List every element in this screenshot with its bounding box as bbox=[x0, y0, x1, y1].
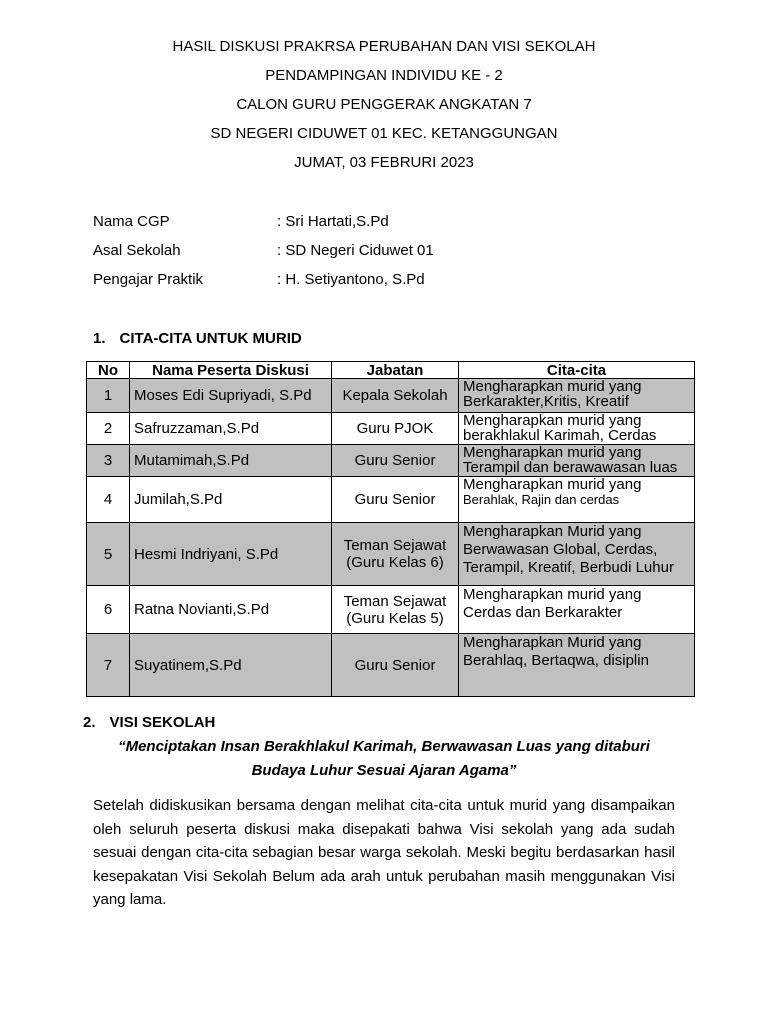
cell-cita-cita bbox=[459, 413, 695, 445]
cita-line: Terampil dan berawawasan luas bbox=[463, 459, 678, 476]
cell-no: 4 bbox=[87, 477, 130, 523]
doc-date: JUMAT, 03 FEBRURI 2023 bbox=[294, 154, 474, 171]
info-label: Pengajar Praktik bbox=[93, 271, 204, 288]
col-header-nama: Nama Peserta Diskusi bbox=[130, 362, 332, 379]
doc-title-line-1: HASIL DISKUSI PRAKRSA PERUBAHAN DAN VISI SEKOLAH bbox=[172, 38, 596, 55]
cita-line: Berahlaq, Bertaqwa, disiplin bbox=[463, 652, 649, 669]
col-header-jabatan: Jabatan bbox=[332, 362, 459, 379]
table-row bbox=[87, 634, 695, 697]
cell-jabatan bbox=[332, 523, 459, 586]
section-number: 1. bbox=[93, 330, 106, 347]
cita-line: Mengharapkan Murid yang bbox=[463, 634, 642, 651]
info-label: Nama CGP bbox=[93, 213, 170, 230]
cell-cita-cita bbox=[459, 634, 695, 697]
visi-statement-line-1: “Menciptakan Insan Berakhlakul Karimah, Berwawasan Luas yang ditaburi bbox=[118, 738, 650, 755]
table-row bbox=[87, 379, 695, 413]
section-title: VISI SEKOLAH bbox=[109, 714, 216, 731]
cita-line: berakhlakul Karimah, Cerdas bbox=[463, 427, 657, 444]
cell-no: 7 bbox=[87, 634, 130, 697]
cell-cita-cita bbox=[459, 379, 695, 413]
conclusion-paragraph: Setelah didiskusikan bersama dengan melihat cita-cita untuk murid yang disampaikan oleh seluruh peserta diskusi maka disepakati bahwa Visi sekolah yang ada sudah sesuai dengan cita-cita sebagian besar warga sekolah. Meski begitu berdasarkan hasil kesepakatan Visi Sekolah Belum ada arah untuk perubahan masih menggunakan Visi yang lama. bbox=[93, 797, 675, 908]
cell-name: Hesmi Indriyani, S.Pd bbox=[130, 523, 332, 586]
info-value: : Sri Hartati,S.Pd bbox=[277, 213, 389, 230]
cell-no: 6 bbox=[87, 586, 130, 634]
cell-jabatan: Guru Senior bbox=[332, 445, 459, 477]
cell-name: Suyatinem,S.Pd bbox=[130, 634, 332, 697]
table-row bbox=[87, 523, 695, 586]
cell-jabatan: Guru PJOK bbox=[332, 413, 459, 445]
section-heading-visi bbox=[83, 714, 215, 731]
doc-title-line-3: CALON GURU PENGGERAK ANGKATAN 7 bbox=[236, 96, 532, 113]
cell-name: Moses Edi Supriyadi, S.Pd bbox=[130, 379, 332, 413]
cell-jabatan: Guru Senior bbox=[332, 477, 459, 523]
cell-name: Mutamimah,S.Pd bbox=[130, 445, 332, 477]
cell-jabatan: Guru Senior bbox=[332, 634, 459, 697]
cita-line: Mengharapkan murid yang bbox=[463, 412, 642, 429]
jabatan-line: (Guru Kelas 6) bbox=[346, 554, 444, 571]
cell-no: 5 bbox=[87, 523, 130, 586]
jabatan-line: Teman Sejawat bbox=[343, 592, 447, 610]
cell-jabatan bbox=[332, 586, 459, 634]
cita-line: Berahlak, Rajin dan cerdas bbox=[463, 492, 620, 507]
info-value: : SD Negeri Ciduwet 01 bbox=[277, 242, 434, 259]
jabatan-line: (Guru Kelas 5) bbox=[346, 609, 444, 627]
table-row bbox=[87, 413, 695, 445]
cell-cita-cita bbox=[459, 477, 695, 523]
cell-no: 3 bbox=[87, 445, 130, 477]
cita-line: Mengharapkan Murid yang bbox=[463, 523, 642, 540]
jabatan-line: Teman Sejawat bbox=[343, 537, 447, 554]
cell-cita-cita bbox=[459, 586, 695, 634]
cita-line: Cerdas dan Berkarakter bbox=[463, 604, 623, 621]
cita-line: Mengharapkan murid yang bbox=[463, 378, 642, 395]
doc-title-line-4: SD NEGERI CIDUWET 01 KEC. KETANGGUNGAN bbox=[210, 125, 558, 142]
table-row bbox=[87, 477, 695, 523]
table-row bbox=[87, 586, 695, 634]
cita-line: Terampil, Kreatif, Berbudi Luhur bbox=[463, 559, 674, 576]
cita-line: Mengharapkan murid yang bbox=[463, 586, 642, 603]
cell-name: Safruzzaman,S.Pd bbox=[130, 413, 332, 445]
cell-jabatan: Kepala Sekolah bbox=[332, 379, 459, 413]
info-label: Asal Sekolah bbox=[93, 242, 181, 259]
cell-no: 2 bbox=[87, 413, 130, 445]
cell-name: Ratna Novianti,S.Pd bbox=[130, 586, 332, 634]
section-title: CITA-CITA UNTUK MURID bbox=[119, 330, 302, 347]
cita-line: Berwawasan Global, Cerdas, bbox=[463, 541, 658, 558]
doc-title-line-2: PENDAMPINGAN INDIVIDU KE - 2 bbox=[265, 67, 503, 84]
table-row bbox=[87, 445, 695, 477]
col-header-no: No bbox=[87, 362, 130, 379]
cell-cita-cita bbox=[459, 445, 695, 477]
table-header-row bbox=[87, 362, 695, 379]
col-header-cita-cita: Cita-cita bbox=[459, 362, 695, 379]
cell-name: Jumilah,S.Pd bbox=[130, 477, 332, 523]
info-value: : H. Setiyantono, S.Pd bbox=[277, 271, 425, 288]
section-number: 2. bbox=[83, 714, 96, 731]
cell-cita-cita bbox=[459, 523, 695, 586]
section-heading-cita-cita bbox=[93, 330, 302, 347]
cita-line: Mengharapkan murid yang bbox=[463, 444, 642, 461]
cita-line: Mengharapkan murid yang bbox=[463, 476, 642, 493]
cell-no: 1 bbox=[87, 379, 130, 413]
cita-line: Berkarakter,Kritis, Kreatif bbox=[463, 393, 629, 410]
cita-cita-table bbox=[86, 361, 695, 697]
visi-statement-line-2: Budaya Luhur Sesuai Ajaran Agama” bbox=[251, 762, 517, 779]
